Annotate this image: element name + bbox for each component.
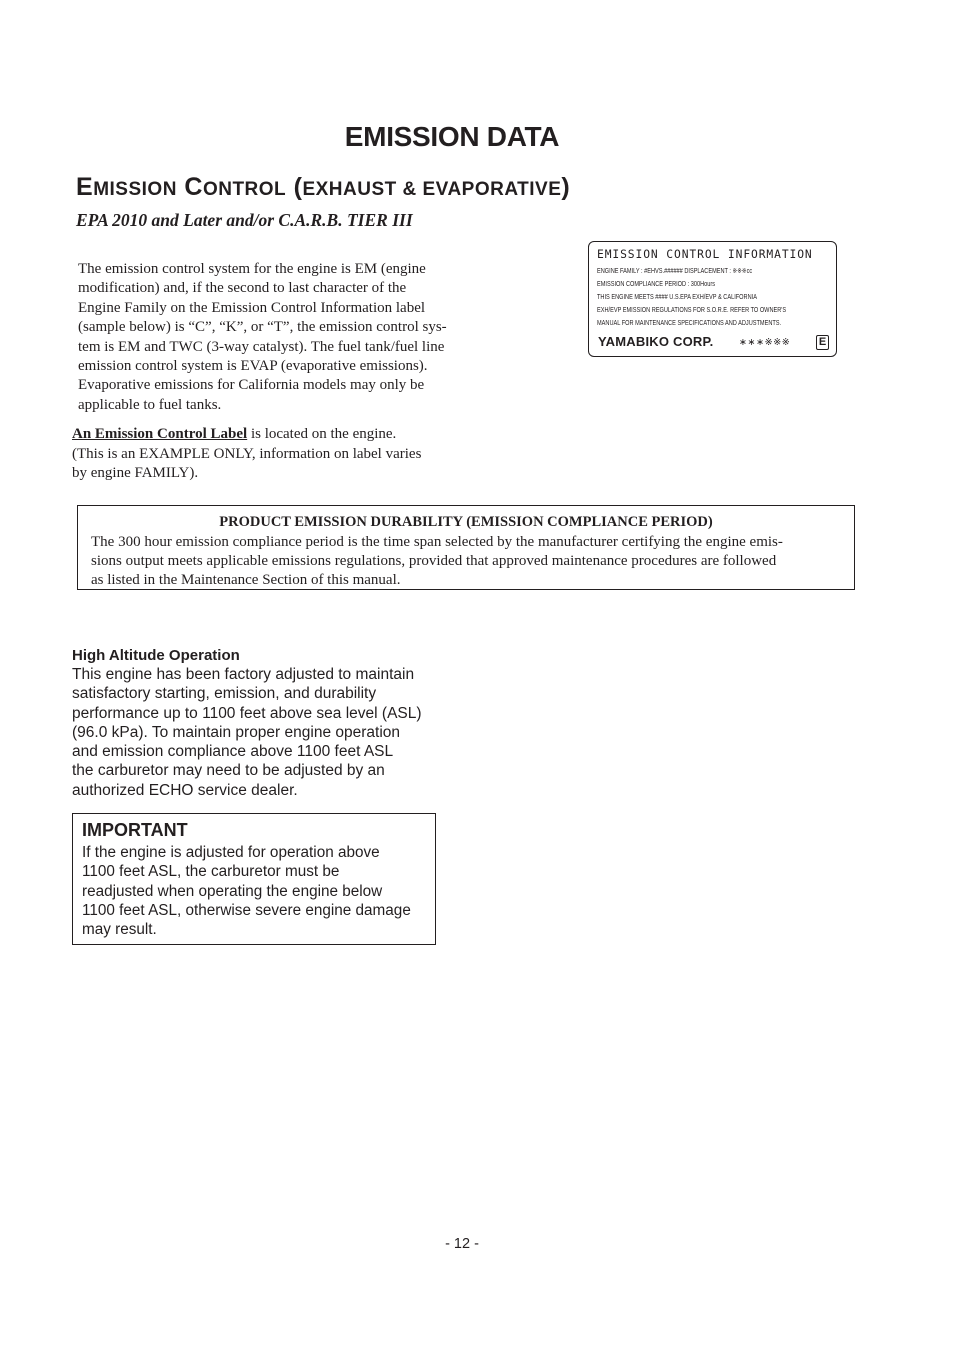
paragraph-line: The emission control system for the engine is EM (engine (78, 261, 426, 277)
altitude-line: (96.0 kPa). To maintain proper engine operation (72, 723, 401, 741)
high-altitude-heading: High Altitude Operation (72, 647, 240, 664)
important-line: readjusted when operating the engine below (82, 882, 383, 900)
important-notice-box (72, 813, 436, 945)
important-line: may result. (82, 921, 157, 939)
label-note-line (72, 425, 472, 445)
durability-line: as listed in the Maintenance Section of this manual. (91, 571, 401, 588)
important-body (82, 843, 411, 939)
important-line: If the engine is adjusted for operation above (82, 844, 380, 861)
section-heading-word-emission: MISSION (93, 179, 177, 200)
label-corp-name: YAMABIKO CORP. (598, 334, 714, 349)
altitude-line: performance up to 1100 feet above sea level (ASL) (72, 704, 422, 722)
durability-line: The 300 hour emission compliance period is the time span selected by the manufacturer certifying the engine emis- (91, 534, 783, 550)
high-altitude-body (72, 665, 422, 800)
paragraph-line: tem is EM and TWC (3-way catalyst). The fuel tank/fuel line (78, 338, 445, 355)
important-line: 1100 feet ASL, the carburetor must be (82, 863, 340, 881)
label-note-line: by engine FAMILY). (72, 465, 199, 482)
section-heading-open-paren: ( (293, 173, 303, 201)
important-title: IMPORTANT (82, 820, 188, 840)
label-note-rest: is located on the engine. (247, 426, 397, 442)
altitude-line: This engine has been factory adjusted to maintain (72, 666, 415, 683)
durability-box-body (91, 533, 783, 589)
page-title: EMISSION DATA (344, 121, 560, 152)
label-note (72, 425, 472, 484)
section-subtitle: EPA 2010 and Later and/or C.A.R.B. TIER III (76, 210, 413, 230)
durability-box (77, 505, 855, 590)
label-engine-family-line: ENGINE FAMILY : #EHVS.###### DISPLACEMENT : ※※※cc (597, 266, 753, 275)
altitude-line: the carburetor may need to be adjusted by an (72, 762, 385, 780)
emission-control-label-sample (588, 241, 837, 357)
label-code: ∗∗∗※※※ (739, 337, 791, 348)
label-note-line: (This is an EXAMPLE ONLY, information on label varies (72, 445, 422, 462)
altitude-line: satisfactory starting, emission, and durability (72, 685, 377, 703)
important-line: 1100 feet ASL, otherwise severe engine damage (82, 901, 411, 919)
label-e-badge: E (816, 335, 829, 350)
durability-box-title: PRODUCT EMISSION DURABILITY (EMISSION COMPLIANCE PERIOD) (219, 514, 713, 530)
section-heading (76, 173, 570, 202)
paragraph-line: emission control system is EVAP (evaporative emissions). (78, 358, 428, 375)
intro-paragraph (78, 260, 478, 415)
paragraph-line: Evaporative emissions for California models may only be (78, 377, 425, 394)
paragraph-line: applicable to fuel tanks. (78, 396, 222, 413)
section-heading-word-control: ONTROL (202, 179, 287, 200)
altitude-line: authorized ECHO service dealer. (72, 781, 298, 799)
paragraph-line: (sample below) is “C”, “K”, or “T”, the emission control sys- (78, 319, 447, 336)
label-regulation-line: MANUAL FOR MAINTENANCE SPECIFICATIONS AND ADJUSTMENTS. (597, 318, 782, 327)
durability-line: sions output meets applicable emissions regulations, provided that approved maintenance procedures are followed (91, 552, 777, 569)
label-compliance-period-line: EMISSION COMPLIANCE PERIOD : 300Hours (597, 279, 716, 288)
section-heading-cap-c: C (184, 173, 203, 201)
paragraph-line: Engine Family on the Emission Control Information label (78, 299, 426, 316)
label-regulation-line: EXH/EVP EMISSION REGULATIONS FOR S.O.R.E. REFER TO OWNER'S (597, 305, 787, 314)
section-heading-close-paren: ) (561, 173, 571, 201)
paragraph-line: modification) and, if the second to last character of the (78, 280, 407, 297)
emission-label-reference: An Emission Control Label (72, 426, 248, 442)
altitude-line: and emission compliance above 1100 feet ASL (72, 743, 394, 761)
page-number: - 12 - (445, 1236, 479, 1252)
section-heading-cap-e: E (76, 173, 94, 201)
section-heading-qualifier: EXHAUST & EVAPORATIVE (302, 179, 562, 200)
label-title: EMISSION CONTROL INFORMATION (597, 248, 813, 261)
label-regulation-line: THIS ENGINE MEETS #### U.S.EPA EXH/EVP & CALIFORNIA (597, 292, 757, 301)
